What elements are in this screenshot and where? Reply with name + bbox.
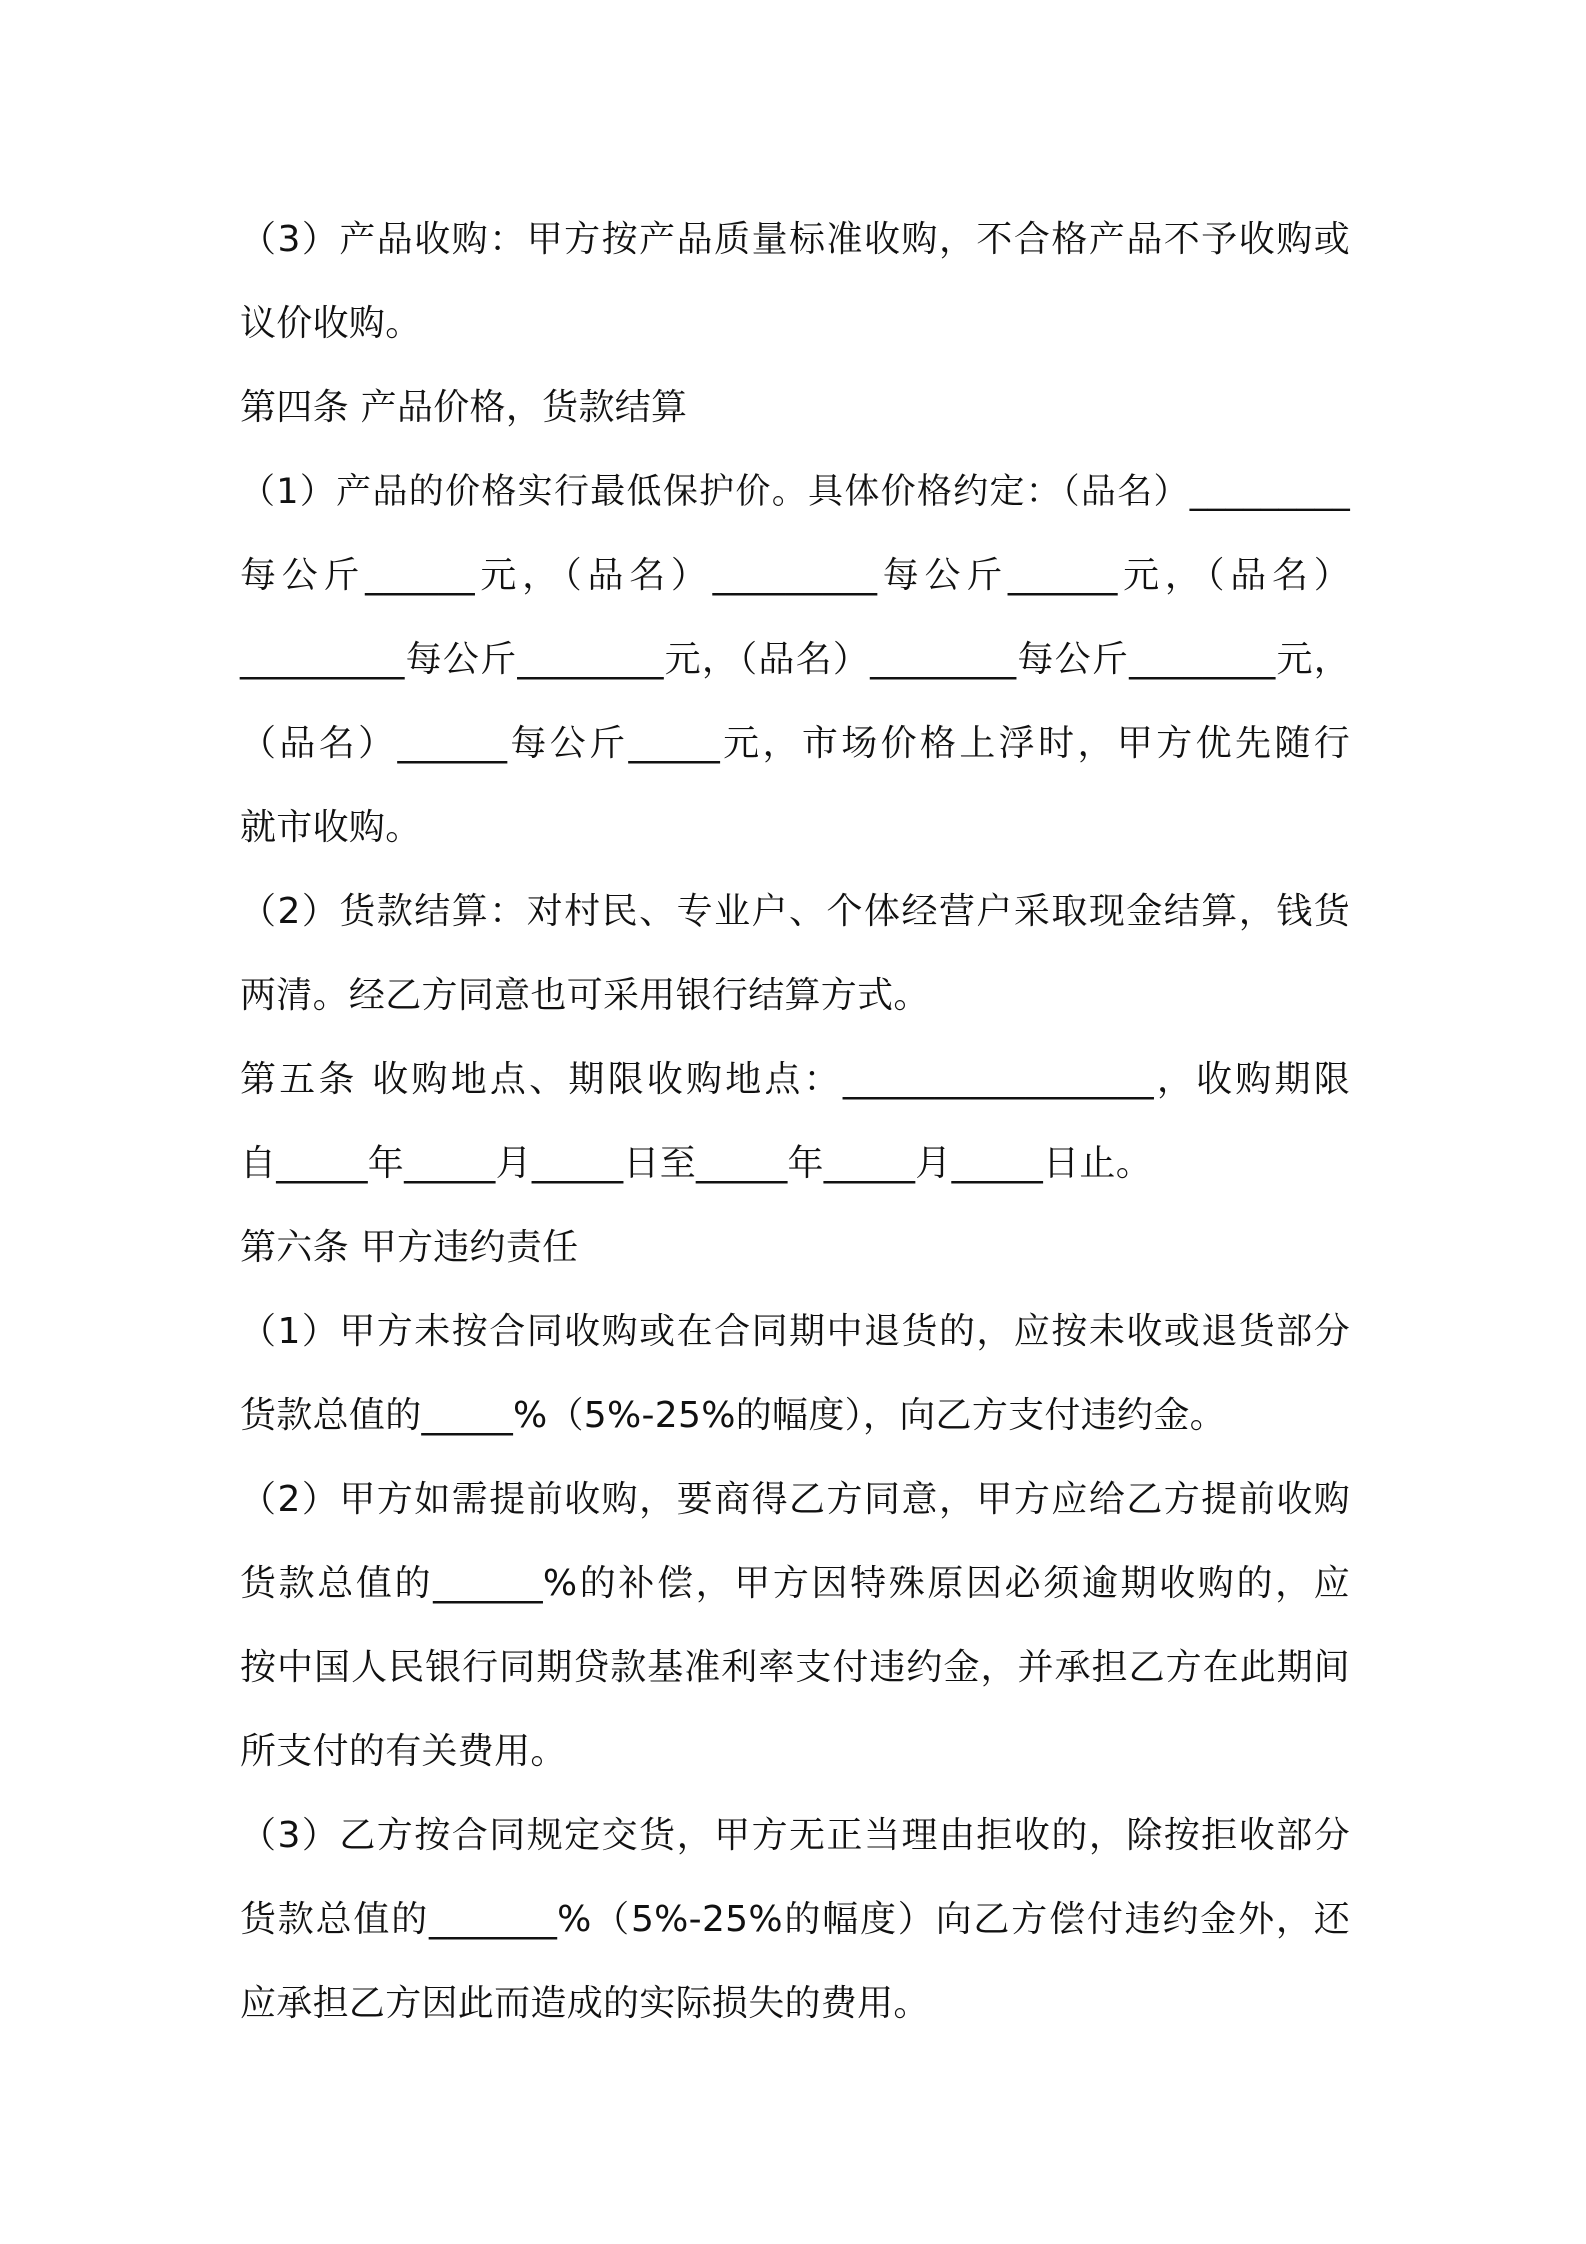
clause-4-1-line-1: （1）产品的价格实行最低保护价。具体价格约定：（品名）_________ bbox=[240, 472, 1350, 512]
contract-text bbox=[240, 198, 1350, 2046]
article-5-line-2: 自_____年_____月_____日至_____年_____月_____日止。 bbox=[240, 1143, 1152, 1184]
clause-6-2-line-1: （2）甲方如需提前收购，要商得乙方同意，甲方应给乙方提前收购 bbox=[240, 1479, 1350, 1520]
clause-6-3-line-2: 货款总值的_______%（5%-25%的幅度）向乙方偿付违约金外，还 bbox=[240, 1899, 1350, 1940]
clause-3-3-line-1: （3）产品收购：甲方按产品质量标准收购，不合格产品不予收购或 bbox=[240, 219, 1350, 260]
clause-4-1-line-2: 每公斤______元，（品名）_________每公斤______元，（品名） bbox=[240, 555, 1350, 596]
article-5-line-1: 第五条 收购地点、期限收购地点：_________________，收购期限 bbox=[240, 1059, 1350, 1100]
clause-6-2-line-4: 所支付的有关费用。 bbox=[240, 1731, 567, 1772]
clause-4-1-line-5: 就市收购。 bbox=[240, 807, 422, 848]
clause-4-2-line-1: （2）货款结算：对村民、专业户、个体经营户采取现金结算，钱货 bbox=[240, 891, 1350, 932]
clause-4-1-line-4: （品名）______每公斤_____元，市场价格上浮时，甲方优先随行 bbox=[240, 723, 1350, 764]
clause-4-2-line-2: 两清。经乙方同意也可采用银行结算方式。 bbox=[240, 975, 930, 1016]
clause-6-1-line-2: 货款总值的_____%（5%-25%的幅度），向乙方支付违约金。 bbox=[240, 1395, 1226, 1436]
clause-6-1-line-1: （1）甲方未按合同收购或在合同期中退货的，应按未收或退货部分 bbox=[240, 1311, 1350, 1352]
clause-6-2-line-2: 货款总值的______%的补偿，甲方因特殊原因必须逾期收购的，应 bbox=[240, 1563, 1350, 1604]
article-4-heading: 第四条 产品价格，货款结算 bbox=[240, 387, 688, 428]
clause-3-3-line-2: 议价收购。 bbox=[240, 303, 422, 344]
clause-6-3-line-1: （3）乙方按合同规定交货，甲方无正当理由拒收的，除按拒收部分 bbox=[240, 1815, 1350, 1856]
clause-6-2-line-3: 按中国人民银行同期贷款基准利率支付违约金，并承担乙方在此期间 bbox=[240, 1647, 1350, 1688]
clause-4-1-line-3: _________每公斤________元，（品名）________每公斤________元， bbox=[240, 639, 1350, 680]
clause-6-3-line-3: 应承担乙方因此而造成的实际损失的费用。 bbox=[240, 1983, 930, 2024]
article-6-heading: 第六条 甲方违约责任 bbox=[240, 1227, 579, 1268]
